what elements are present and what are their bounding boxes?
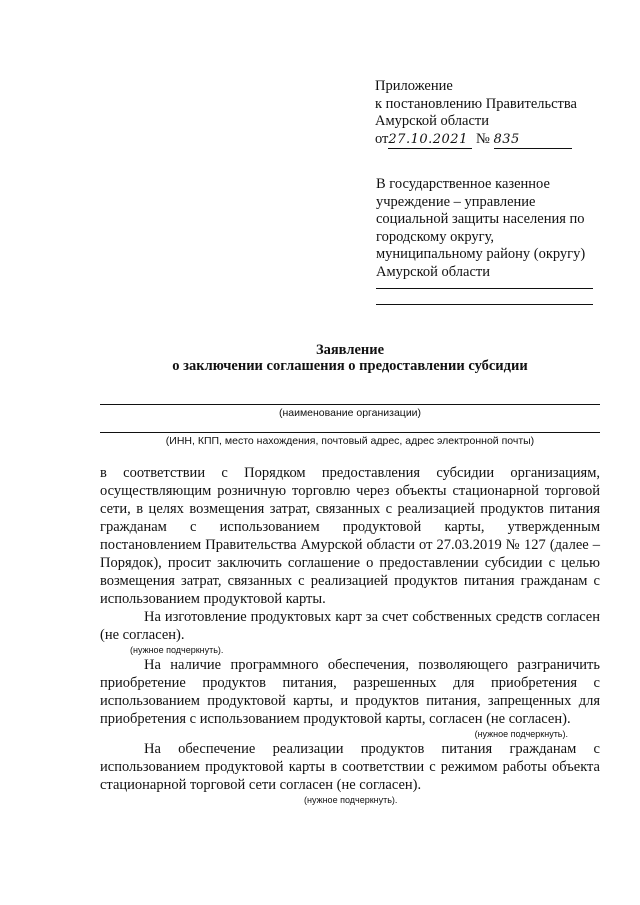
appendix-line: Амурской области xyxy=(375,113,489,129)
underline-note: (нужное подчеркнуть). xyxy=(474,729,568,739)
number-prefix: № xyxy=(476,130,490,147)
body-text xyxy=(100,464,600,806)
addressee-line: социальной защиты населения по xyxy=(376,211,585,227)
paragraph-main: в соответствии с Порядком предоставления субсидии организациям, осуществляющим розничную торговлю через объекты стационарной торговой сети, в целях возмещения затрат, связанных с реализацией продуктов питания гражданам с использованием продуктовой карты, утвержденным постановлением Правительства Амурской области от 27.03.2019 № 127 (далее – Порядок), просит заключить соглашение о предоставлении субсидии с целью возмещения затрат, связанных с реализацией продуктов питания гражданам с использованием продуктовой карты. xyxy=(100,465,600,607)
addressee-line: городскому округу, xyxy=(376,228,495,245)
addressee-line: учреждение – управление xyxy=(376,193,536,210)
paragraph-cards: На изготовление продуктовых карт за счет собственных средств согласен (не согласен). xyxy=(100,609,600,643)
org-name-line xyxy=(100,404,600,405)
addressee-line: муниципальному району (округу) xyxy=(376,246,586,262)
appendix-line: к постановлению Правительства xyxy=(375,95,577,112)
document-title: Заявление xyxy=(315,342,385,358)
handwritten-date: 27.10.2021 xyxy=(388,131,472,150)
paragraph-software: На наличие программного обеспечения, позволяющего разграничить приобретение продуктов питания, разрешенных для приобретения с использованием продуктовой карты, и продуктов питания, запрещенных для приобретения с использованием продуктовой карты, согласен (не согласен). xyxy=(100,657,600,727)
org-name-caption: (наименование организации) xyxy=(278,407,422,419)
addressee-fill-line xyxy=(376,304,593,305)
appendix-block xyxy=(375,78,615,149)
handwritten-number: 835 xyxy=(494,131,572,150)
org-details-caption: (ИНН, КПП, место нахождения, почтовый адрес, адрес электронной почты) xyxy=(165,435,535,447)
document-subtitle: о заключении соглашения о предоставлении субсидии xyxy=(172,358,528,374)
appendix-line: Приложение xyxy=(375,78,453,94)
addressee-block xyxy=(376,176,606,281)
appendix-date-row xyxy=(375,131,615,150)
underline-note: (нужное подчеркнуть). xyxy=(304,795,398,805)
addressee-fill-line xyxy=(376,288,593,289)
org-details-line xyxy=(100,432,600,433)
addressee-line: Амурской области xyxy=(376,263,490,280)
paragraph-schedule: На обеспечение реализации продуктов питания гражданам с использованием продуктовой карты в соответствии с режимом работы объекта стационарной торговой сети согласен (не согласен). xyxy=(100,741,600,793)
date-prefix: от xyxy=(375,130,389,147)
addressee-line: В государственное казенное xyxy=(376,176,550,192)
underline-note: (нужное подчеркнуть). xyxy=(130,645,224,655)
